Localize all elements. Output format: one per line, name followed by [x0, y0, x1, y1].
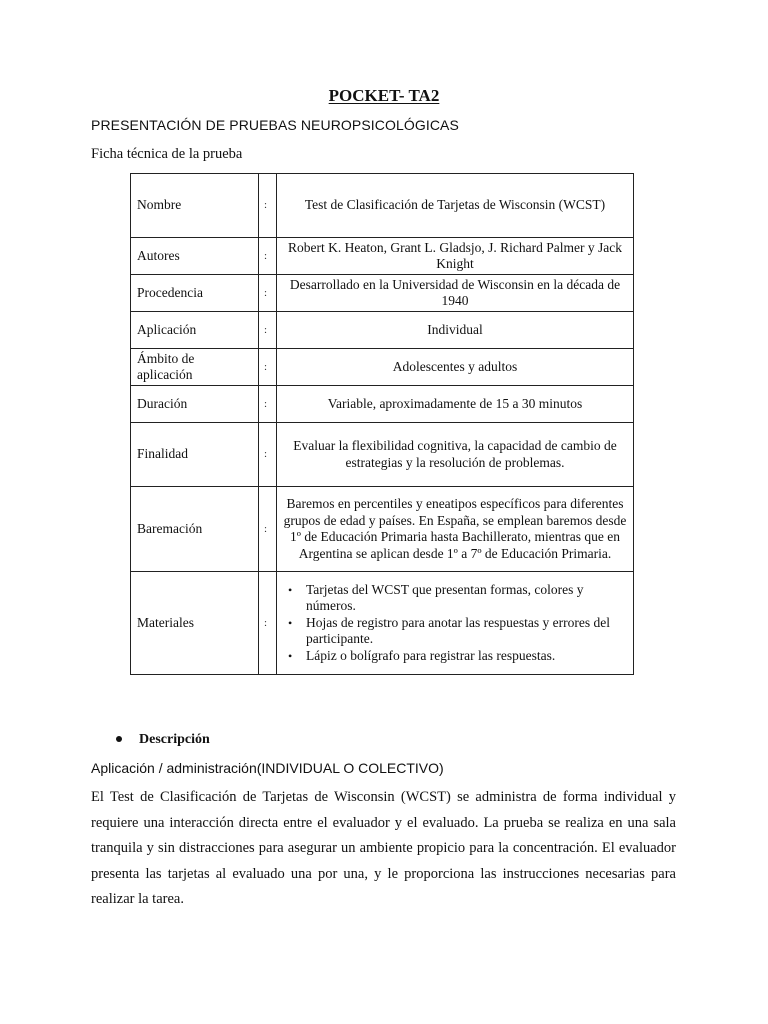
- table-row: [131, 275, 634, 312]
- table-caption: Ficha técnica de la prueba: [91, 146, 243, 162]
- list-item-text: Lápiz o bolígrafo para registrar las respuestas.: [306, 647, 556, 663]
- section-heading: PRESENTACIÓN DE PRUEBAS NEUROPSICOLÓGICAS: [91, 117, 459, 133]
- table-row: [131, 487, 634, 572]
- list-item-text: Hojas de registro para anotar las respuestas y errores del participante.: [306, 614, 611, 647]
- row-label-ambito: Ámbito de aplicación: [131, 349, 259, 386]
- document-title: POCKET- TA2: [328, 86, 440, 105]
- row-value-baremacion: Baremos en percentiles y eneatipos específicos para diferentes grupos de edad y países. En España, se emplean baremos desde 1º de Educación Primaria hasta Bachillerato, mientras que en Argentina se aplican desde 1º a 7º de Educación Primaria.: [277, 487, 634, 572]
- list-item: [283, 582, 625, 615]
- table-row: [131, 174, 634, 238]
- row-label-baremacion: Baremación: [131, 487, 259, 572]
- row-separator: :: [259, 312, 277, 349]
- row-label-nombre: Nombre: [131, 174, 259, 238]
- description-heading-text: Descripción: [139, 732, 210, 747]
- row-label-autores: Autores: [131, 238, 259, 275]
- body-paragraph: El Test de Clasificación de Tarjetas de Wisconsin (WCST) se administra de forma individual y requiere una interacción directa entre el evaluador y el evaluado. La prueba se realiza en una sala tranquila y sin distracciones para asegurar un ambiente propicio para la concentración. El evaluador presenta las tarjetas al evaluado una por una, y le proporciona las instrucciones necesarias para realizar la tarea.: [91, 789, 676, 907]
- row-value-materiales: [277, 572, 634, 675]
- row-label-duracion: Duración: [131, 386, 259, 423]
- row-separator: :: [259, 275, 277, 312]
- row-separator: :: [259, 572, 277, 675]
- table-row: [131, 572, 634, 675]
- row-value-autores: Robert K. Heaton, Grant L. Gladsjo, J. Richard Palmer y Jack Knight: [277, 238, 634, 275]
- row-separator: :: [259, 349, 277, 386]
- technical-sheet-table: [130, 173, 634, 675]
- bullet-icon: •: [288, 582, 293, 597]
- list-item-text: Tarjetas del WCST que presentan formas, colores y números.: [306, 581, 584, 614]
- list-item: [283, 615, 625, 648]
- bullet-icon: •: [288, 648, 293, 663]
- row-value-procedencia: Desarrollado en la Universidad de Wisconsin en la década de 1940: [277, 275, 634, 312]
- bullet-icon: [116, 736, 122, 742]
- row-separator: :: [259, 423, 277, 487]
- row-value-ambito: Adolescentes y adultos: [277, 349, 634, 386]
- table-row: [131, 349, 634, 386]
- row-value-nombre: Test de Clasificación de Tarjetas de Wisconsin (WCST): [277, 174, 634, 238]
- row-separator: :: [259, 386, 277, 423]
- application-line: Aplicación / administración(INDIVIDUAL O COLECTIVO): [91, 760, 444, 776]
- row-label-materiales: Materiales: [131, 572, 259, 675]
- row-label-aplicacion: Aplicación: [131, 312, 259, 349]
- row-value-duracion: Variable, aproximadamente de 15 a 30 minutos: [277, 386, 634, 423]
- row-separator: :: [259, 487, 277, 572]
- description-heading: [116, 732, 210, 748]
- row-value-aplicacion: Individual: [277, 312, 634, 349]
- row-label-finalidad: Finalidad: [131, 423, 259, 487]
- row-value-finalidad: Evaluar la flexibilidad cognitiva, la capacidad de cambio de estrategias y la resolución de problemas.: [277, 423, 634, 487]
- table-row: [131, 423, 634, 487]
- row-label-procedencia: Procedencia: [131, 275, 259, 312]
- row-separator: :: [259, 174, 277, 238]
- table-row: [131, 238, 634, 275]
- table-row: [131, 386, 634, 423]
- list-item: [283, 648, 625, 665]
- materials-list: [283, 582, 625, 665]
- table-row: [131, 312, 634, 349]
- bullet-icon: •: [288, 615, 293, 630]
- row-separator: :: [259, 238, 277, 275]
